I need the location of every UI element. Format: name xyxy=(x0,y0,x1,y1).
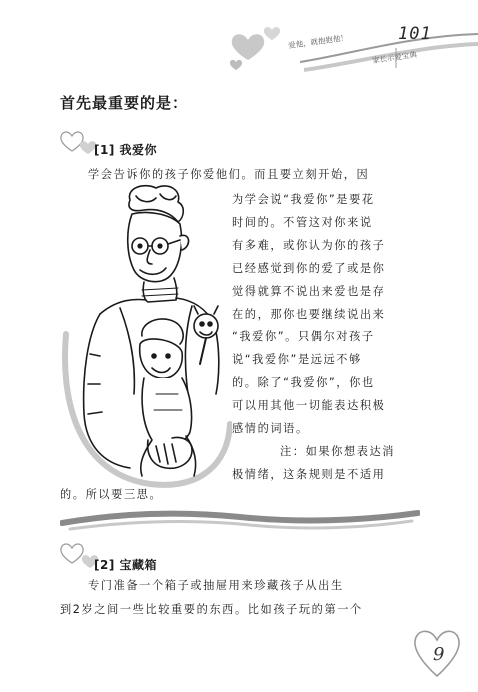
wrapped-line: 可以用其他一切能表达积极 xyxy=(232,399,386,413)
wrapped-line: 有多难，或你认为你的孩子 xyxy=(232,238,386,252)
wrapped-line: 觉得就算不说出来爱也是存 xyxy=(232,284,386,298)
section2-line: 专门准备一个箱子或抽屉用来珍藏孩子从出生 xyxy=(88,579,344,592)
main-heading: 首先最重要的是： xyxy=(60,94,189,112)
wrapped-line: 已经感觉到你的爱了或是你 xyxy=(232,261,386,275)
father-baby-illustration xyxy=(60,184,232,488)
footer-page-glyph: 9 xyxy=(433,644,445,665)
section1-last-line: 的。所以要三思。 xyxy=(60,488,163,501)
note-line: 注：如果你想表达消 xyxy=(280,444,396,458)
header-tagline-left: 爱他，就抱抱他！ xyxy=(287,32,349,51)
section-divider xyxy=(60,505,420,535)
footer-heart-icon xyxy=(412,622,462,682)
header-tagline-right: 家长示爱宝典 xyxy=(371,49,418,66)
section1-first-line: 学会告诉你的孩子你爱他们。而且要立刻开始，因 xyxy=(88,168,370,181)
wrapped-line: 说“我爱你”是远远不够 xyxy=(232,353,362,367)
wrapped-line: “我爱你”。只偶尔对孩子 xyxy=(232,330,375,344)
section1-title: [1] 我爱你 xyxy=(94,143,157,157)
section2-title: [2] 宝藏箱 xyxy=(94,558,157,572)
note-line: 极情绪，这条规则是不适用 xyxy=(232,467,386,481)
wrapped-line: 为学会说“我爱你”是要花 xyxy=(232,193,375,206)
wrapped-line: 感情的词语。 xyxy=(232,422,309,436)
page-number: 101 xyxy=(398,24,432,44)
wrapped-line: 时间的。不管这对你来说 xyxy=(232,215,373,229)
wrapped-line: 的。除了“我爱你”，你也 xyxy=(232,376,375,390)
section2-line: 到2岁之间一些比较重要的东西。比如孩子玩的第一个 xyxy=(60,603,363,616)
wrapped-line: 在的，那你也要继续说出来 xyxy=(232,307,386,321)
section1-wrapped-text xyxy=(232,189,422,487)
